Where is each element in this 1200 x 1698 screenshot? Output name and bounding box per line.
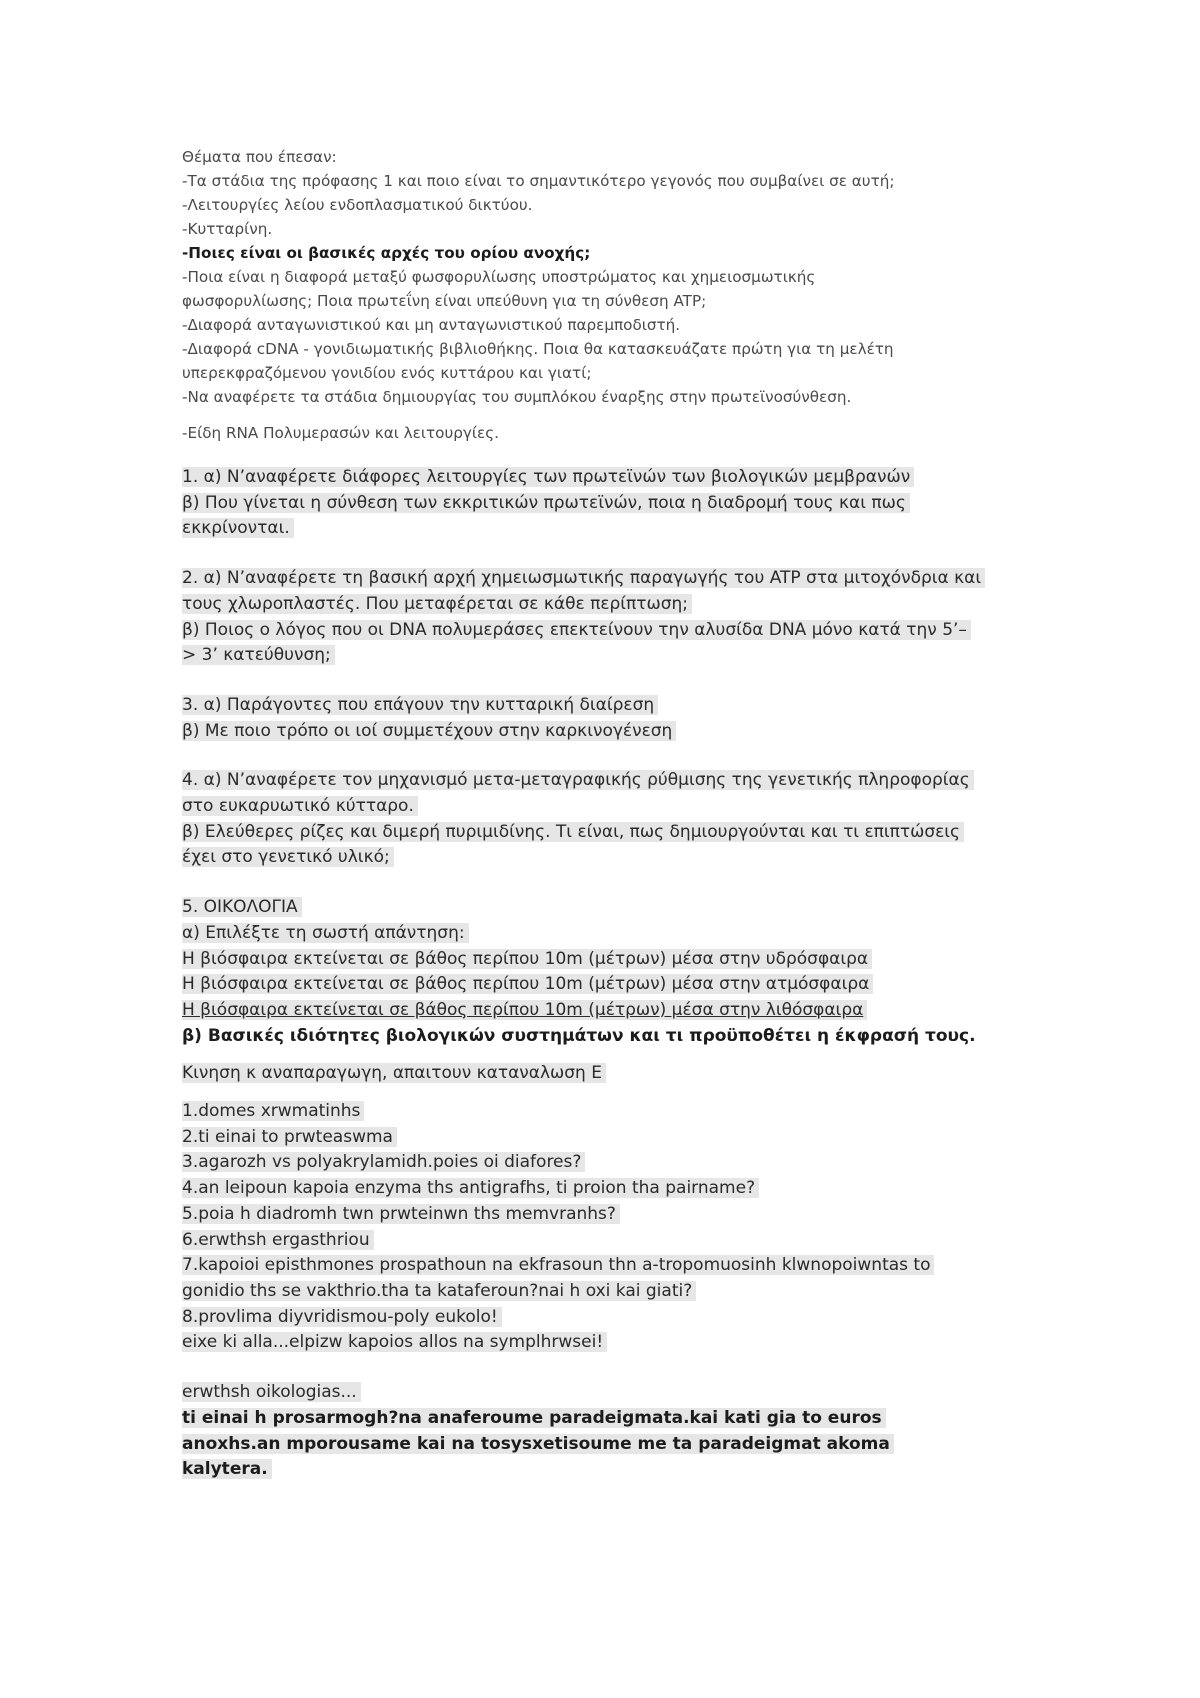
topic-item: -Διαφορά ανταγωνιστικού και μη ανταγωνιστικού παρεμποδιστή. — [182, 316, 681, 334]
list-item: 5.poia h diadromh twn prwteinwn ths memvranhs? — [182, 1204, 620, 1224]
question-line: β) Που γίνεται η σύνθεση των εκκριτικών πρωτεϊνών, ποια η διαδρομή τους και πως — [182, 493, 910, 513]
question-5 — [182, 895, 1062, 1049]
ecology-heading: erwthsh oikologias... — [182, 1382, 361, 1402]
ecology-bold-text: ti einai h prosarmogh?na anaferoume paradeigmata.kai kati gia to euros anoxhs.an mporousame kai na tosysxetisoume me ta paradeigmat akoma kalytera. — [182, 1408, 894, 1479]
question-line: β) Ελεύθερες ρίζες και διμερή πυριμιδίνης. Τι είναι, πως δημιουργούνται και τι επιπτώσεις — [182, 822, 964, 842]
answer-option: Η βιόσφαιρα εκτείνεται σε βάθος περίπου 10m (μέτρων) μέσα στην ατμόσφαιρα — [182, 974, 873, 994]
topic-item: -Είδη RNA Πολυμερασών και λειτουργίες. — [182, 424, 499, 442]
greeklish-list — [182, 1099, 1062, 1356]
ecology-question — [182, 1380, 1062, 1483]
question-line: 1. α) Ν’αναφέρετε διάφορες λειτουργίες των πρωτεϊνών των βιολογικών μεμβρανών — [182, 467, 914, 487]
answer-option-correct: Η βιόσφαιρα εκτείνεται σε βάθος περίπου 10m (μέτρων) μέσα στην λιθόσφαιρα — [182, 1000, 867, 1020]
topic-item: -Λειτουργίες λείου ενδοπλασματικού δικτύου. — [182, 196, 533, 214]
question-part-b: β) Βασικές ιδιότητες βιολογικών συστημάτων και τι προϋποθέτει η έκφρασή τους. — [182, 1025, 976, 1046]
topic-item: -Ποια είναι η διαφορά μεταξύ φωσφορυλίωσης υποστρώματος και χημειοσμωτικής φωσφορυλίωσης; Ποια πρωτεΐνη είναι υπεύθυνη για τη σύνθεση ATP; — [182, 268, 816, 310]
question-line: τους χλωροπλαστές. Που μεταφέρεται σε κάθε περίπτωση; — [182, 594, 692, 614]
question-line: > 3’ κατεύθυνση; — [182, 645, 335, 665]
list-item: 1.domes xrwmatinhs — [182, 1101, 364, 1121]
question-line: 3. α) Παράγοντες που επάγουν την κυτταρική διαίρεση — [182, 695, 658, 715]
list-item: 2.ti einai to prwteaswma — [182, 1127, 397, 1147]
document-body — [182, 145, 1062, 1483]
topic-item: -Τα στάδια της πρόφασης 1 και ποιο είναι το σημαντικότερο γεγονός που συμβαίνει σε αυτή; — [182, 172, 895, 190]
topic-item: -Κυτταρίνη. — [182, 220, 273, 238]
intro-section — [182, 145, 1062, 445]
list-item: 7.kapoioi episthmones prospathoun na ekfrasoun thn a-tropomuosinh klwnopoiwntas to — [182, 1255, 934, 1275]
question-2 — [182, 566, 1062, 669]
list-item: 3.agarozh vs polyakrylamidh.poies oi diafores? — [182, 1152, 585, 1172]
list-item: eixe ki alla...elpizw kapoios allos na symplhrwsei! — [182, 1332, 607, 1352]
question-3 — [182, 693, 1062, 744]
list-item: 4.an leipoun kapoia enzyma ths antigrafhs, ti proion tha pairname? — [182, 1178, 759, 1198]
question-title: 5. ΟΙΚΟΛΟΓΙΑ — [182, 897, 302, 917]
list-item: 8.provlima diyvridismou-poly eukolo! — [182, 1307, 502, 1327]
question-line: στο ευκαρυωτικό κύτταρο. — [182, 796, 418, 816]
list-item: 6.erwthsh ergasthriou — [182, 1230, 374, 1250]
answer-option: Η βιόσφαιρα εκτείνεται σε βάθος περίπου 10m (μέτρων) μέσα στην υδρόσφαιρα — [182, 949, 872, 969]
question-line: έχει στο γενετικό υλικό; — [182, 847, 394, 867]
answer-note: Κινηση κ αναπαραγωγη, απαιτουν καταναλωση Ε — [182, 1063, 606, 1083]
question-prompt: α) Επιλέξτε τη σωστή απάντηση: — [182, 923, 469, 943]
intro-heading: Θέματα που έπεσαν: — [182, 148, 337, 166]
topic-item: -Διαφορά cDNA - γονιδιωματικής βιβλιοθήκης. Ποια θα κατασκευάζατε πρώτη για τη μελέτη υπερεκφραζόμενου γονιδίου ενός κυττάρου και γιατί; — [182, 340, 894, 382]
question-1 — [182, 465, 1062, 542]
question-line: β) Με ποιο τρόπο οι ιοί συμμετέχουν στην καρκινογένεση — [182, 721, 676, 741]
topic-item-bold: -Ποιες είναι οι βασικές αρχές του ορίου ανοχής; — [182, 244, 591, 262]
question-4 — [182, 768, 1062, 871]
answer-note-block — [182, 1061, 1062, 1087]
list-item: gonidio ths se vakthrio.tha ta kataferoun?nai h oxi kai giati? — [182, 1281, 696, 1301]
question-line: εκκρίνονται. — [182, 518, 294, 538]
question-line: 4. α) Ν’αναφέρετε τον μηχανισμό μετα-μεταγραφικής ρύθμισης της γενετικής πληροφορίας — [182, 770, 974, 790]
question-line: 2. α) Ν’αναφέρετε τη βασική αρχή χημειωσμωτικής παραγωγής του ATP στα μιτοχόνδρια και — [182, 568, 985, 588]
question-line: β) Ποιος ο λόγος που οι DNA πολυμεράσες επεκτείνουν την αλυσίδα DNA μόνο κατά την 5’– — [182, 620, 971, 640]
topic-item: -Να αναφέρετε τα στάδια δημιουργίας του συμπλόκου έναρξης στην πρωτεϊνοσύνθεση. — [182, 388, 852, 406]
